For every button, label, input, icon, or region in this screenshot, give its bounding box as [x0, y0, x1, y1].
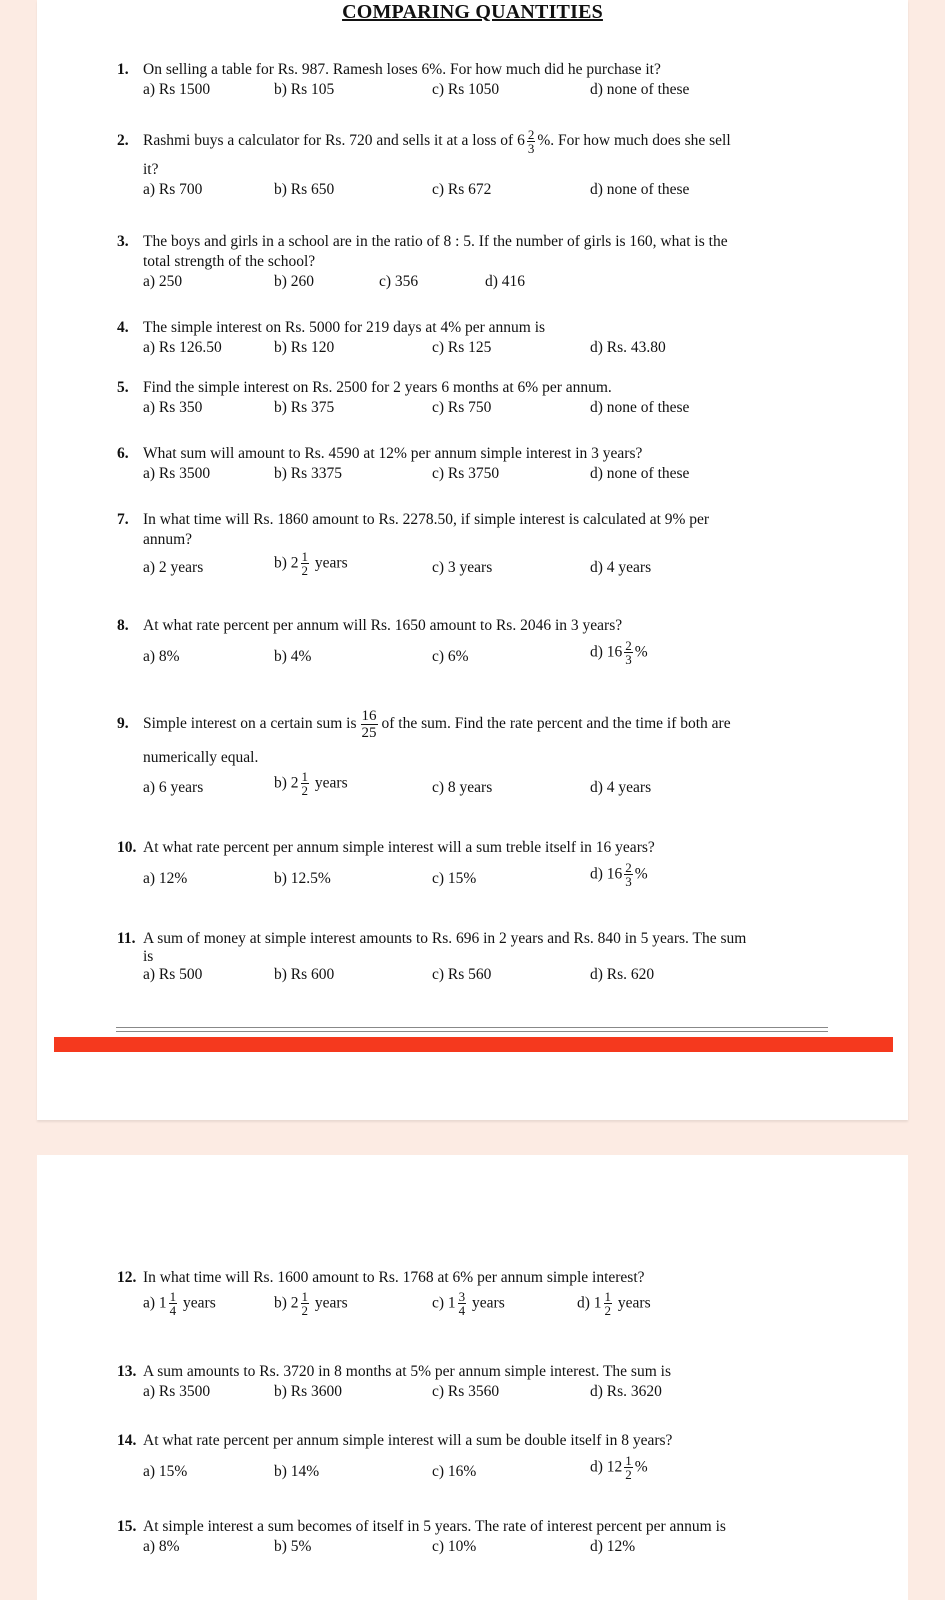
option-c: c) Rs 125 [432, 339, 492, 356]
option-d: d) 16 $\frac{2}{3}$ % [590, 860, 648, 889]
divider-line [116, 1027, 828, 1028]
option-b: b) 5% [274, 1538, 312, 1555]
option-c: c) Rs 750 [432, 399, 492, 416]
option-d: d) 4 years [590, 559, 652, 576]
question-number: 5. [117, 379, 129, 396]
option-d: d) none of these [590, 399, 690, 416]
option-a: a) 1 $\frac{1}{4}$ years [143, 1289, 216, 1318]
option-b: b) Rs 650 [274, 181, 335, 198]
worksheet-page-2 [37, 1155, 908, 1600]
option-b: b) 2 $\frac{1}{2}$ years [274, 1289, 348, 1318]
option-a: a) Rs 700 [143, 181, 203, 198]
question-8 [117, 616, 857, 671]
question-number: 6. [117, 445, 129, 462]
question-text-line2: total strength of the school? [143, 253, 316, 270]
question-text: Rashmi buys a calculator for Rs. 720 and sells it at a loss of 6 [143, 132, 525, 149]
option-a: a) Rs 500 [143, 966, 203, 983]
question-12 [117, 1268, 857, 1322]
option-b: b) Rs 120 [274, 339, 335, 356]
question-1 [117, 60, 857, 101]
question-13 [117, 1362, 857, 1403]
question-text: The simple interest on Rs. 5000 for 219 days at 4% per annum is [143, 319, 546, 336]
option-c: c) Rs 1050 [432, 81, 500, 98]
option-c: c) 1 $\frac{3}{4}$ years [432, 1289, 505, 1318]
option-d: d) Rs. 43.80 [590, 339, 666, 356]
question-6 [117, 444, 857, 485]
question-number: 8. [117, 617, 129, 634]
option-b: b) 2 $\frac{1}{2}$ years [274, 769, 348, 798]
question-2 [117, 124, 857, 201]
question-text: What sum will amount to Rs. 4590 at 12% per annum simple interest in 3 years? [143, 445, 643, 462]
option-d: d) 416 [485, 273, 526, 290]
option-c: c) Rs 672 [432, 181, 492, 198]
question-number: 14. [117, 1432, 137, 1449]
question-3 [117, 232, 857, 293]
option-d: d) Rs. 620 [590, 966, 655, 983]
question-text: A sum of money at simple interest amounts to Rs. 696 in 2 years and Rs. 840 in 5 years. The sum [143, 930, 747, 947]
option-a: a) 12% [143, 870, 188, 887]
question-text-line2: is [143, 948, 154, 965]
question-text: At what rate percent per annum simple interest will a sum treble itself in 16 years? [143, 839, 655, 856]
option-b: b) Rs 600 [274, 966, 335, 983]
option-a: a) Rs 3500 [143, 465, 211, 482]
option-a: a) 2 years [143, 559, 204, 576]
question-text-cont: %. For how much does she sell [537, 132, 731, 149]
question-number: 11. [117, 930, 136, 947]
option-a: a) Rs 1500 [143, 81, 211, 98]
option-b: b) Rs 375 [274, 399, 335, 416]
question-text: At what rate percent per annum will Rs. 1650 amount to Rs. 2046 in 3 years? [143, 617, 623, 634]
option-a: a) 8% [143, 1538, 180, 1555]
question-number: 1. [117, 61, 129, 78]
divider-line [116, 1031, 828, 1032]
question-number: 15. [117, 1518, 137, 1535]
option-b: b) 2 $\frac{1}{2}$ years [274, 549, 348, 578]
option-d: d) 16 $\frac{2}{3}$ % [590, 638, 648, 667]
question-number: 4. [117, 319, 129, 336]
worksheet-page-1 [37, 0, 908, 1120]
highlight-bar [54, 1037, 893, 1052]
option-d: d) Rs. 3620 [590, 1383, 662, 1400]
page-title: COMPARING QUANTITIES [342, 1, 603, 23]
fraction: $\frac{16}{25}$ [361, 707, 377, 741]
option-b: b) Rs 3600 [274, 1383, 343, 1400]
option-c: c) 10% [432, 1538, 477, 1555]
option-b: b) 12.5% [274, 870, 331, 887]
option-c: c) 6% [432, 648, 469, 665]
question-9 [117, 706, 857, 802]
question-text: The boys and girls in a school are in the ratio of 8 : 5. If the number of girls is 160, what is the [143, 233, 728, 250]
question-15 [117, 1517, 857, 1558]
option-d: d) 4 years [590, 779, 652, 796]
option-d: d) none of these [590, 181, 690, 198]
question-number: 13. [117, 1363, 137, 1380]
option-d: d) none of these [590, 465, 690, 482]
question-7 [117, 510, 857, 582]
option-c: c) Rs 3750 [432, 465, 500, 482]
option-b: b) 260 [274, 273, 315, 290]
option-a: a) Rs 126.50 [143, 339, 222, 356]
question-text-line2: numerically equal. [143, 749, 259, 766]
option-b: b) 14% [274, 1463, 320, 1480]
question-number: 2. [117, 132, 129, 149]
question-number: 12. [117, 1269, 137, 1286]
option-a: a) Rs 3500 [143, 1383, 211, 1400]
question-text: Find the simple interest on Rs. 2500 for 2 years 6 months at 6% per annum. [143, 379, 612, 396]
option-a: a) 15% [143, 1463, 188, 1480]
question-5 [117, 378, 857, 419]
question-text: A sum amounts to Rs. 3720 in 8 months at 5% per annum simple interest. The sum is [143, 1363, 671, 1380]
option-c: c) 16% [432, 1463, 477, 1480]
option-b: b) Rs 3375 [274, 465, 343, 482]
question-11 [117, 929, 857, 986]
question-number: 9. [117, 715, 129, 732]
option-b: b) Rs 105 [274, 81, 335, 98]
question-text: On selling a table for Rs. 987. Ramesh loses 6%. For how much did he purchase it? [143, 61, 661, 78]
question-text-line2: it? [143, 161, 159, 178]
option-a: a) 6 years [143, 779, 204, 796]
question-text: Simple interest on a certain sum is [143, 715, 357, 732]
option-c: c) Rs 3560 [432, 1383, 500, 1400]
question-text-line2: annum? [143, 531, 193, 548]
option-a: a) 250 [143, 273, 183, 290]
question-text: At what rate percent per annum simple interest will a sum be double itself in 8 years? [143, 1432, 673, 1449]
option-c: c) 3 years [432, 559, 493, 576]
option-c: c) 356 [379, 273, 419, 290]
option-c: c) 15% [432, 870, 477, 887]
option-c: c) 8 years [432, 779, 493, 796]
option-d: d) none of these [590, 81, 690, 98]
option-c: c) Rs 560 [432, 966, 492, 983]
question-text: In what time will Rs. 1600 amount to Rs. 1768 at 6% per annum simple interest? [143, 1269, 645, 1286]
question-text: In what time will Rs. 1860 amount to Rs. 2278.50, if simple interest is calculated at 9% per [143, 511, 710, 528]
question-number: 3. [117, 233, 129, 250]
question-number: 10. [117, 839, 137, 856]
option-a: a) Rs 350 [143, 399, 203, 416]
question-number: 7. [117, 511, 129, 528]
question-10 [117, 838, 857, 893]
option-d: d) 12 $\frac{1}{2}$ % [590, 1453, 648, 1482]
question-text-cont: of the sum. Find the rate percent and the time if both are [381, 715, 731, 732]
fraction: $\frac{2}{3}$ [527, 126, 535, 156]
question-14 [117, 1431, 857, 1486]
option-b: b) 4% [274, 648, 312, 665]
question-4 [117, 318, 857, 359]
option-d: d) 1 $\frac{1}{2}$ years [577, 1289, 651, 1318]
question-text: At simple interest a sum becomes of itself in 5 years. The rate of interest percent per annum is [143, 1518, 726, 1535]
option-a: a) 8% [143, 648, 180, 665]
option-d: d) 12% [590, 1538, 636, 1555]
